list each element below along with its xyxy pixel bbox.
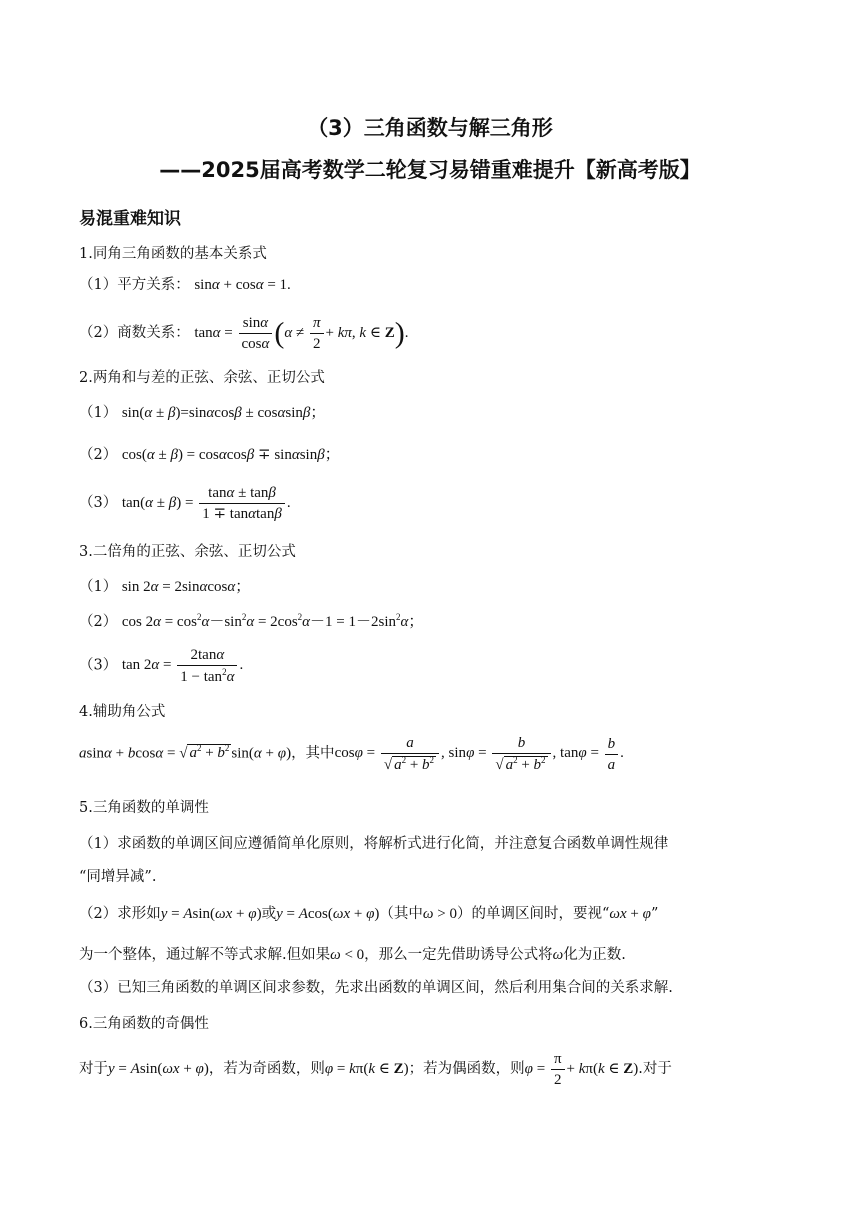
document-title: （3）三角函数与解三角形 [307, 116, 553, 140]
heading-3: 3.二倍角的正弦、余弦、正切公式 [79, 544, 296, 560]
heading-2: 2.两角和与差的正弦、余弦、正切公式 [79, 370, 325, 386]
formula-sin-double: （1） sin 2α = 2sinαcosα； [79, 579, 251, 595]
para-5-1-line2: “同增异减”. [79, 869, 157, 885]
document-subtitle: ——2025届高考数学二轮复习易错重难提升【新高考版】 [159, 158, 701, 182]
section-heading: 易混重难知识 [79, 209, 181, 229]
formula-tan-sum: （3） tan(α ± β) = $\frac{\tan\alpha \pm \tan\beta}{1 \mp \tan\alpha\tan\beta}$ . [79, 485, 291, 522]
formula-tan-double: （3） tan 2α = $\frac{2\tan\alpha}{1 - \tan^2\alpha}$ . [79, 647, 244, 685]
formula-quotient: （2）商数关系： tanα = $\frac{\sin\alpha}{\cos\alpha}$ (α ≠ $\frac{\pi}{2}$ + kπ, k ∈ Z). [79, 315, 409, 352]
para-5-2-line2: 为一个整体，通过解不等式求解.但如果ω < 0，那么一定先借助诱导公式将ω化为正数. [79, 947, 626, 963]
para-5-2-line1: （2）求形如y = Asin(ωx + φ)或y = Acos(ωx + φ)（其中ω > 0）的单调区间时，要视“ωx + φ” [79, 906, 659, 922]
heading-4: 4.辅助角公式 [79, 704, 166, 720]
formula-cos-double: （2） $\cos 2\alpha = \cos^2\alpha-\sin^2\alpha = 2\cos^2\alpha-1 = 1-2\sin^2\alpha$； [79, 612, 424, 630]
formula-sin-sum: （1） sin(α ± β)=sinαcosβ ± cosαsinβ； [79, 405, 326, 421]
para-5-3: （3）已知三角函数的单调区间求参数，先求出函数的单调区间，然后利用集合间的关系求解. [79, 980, 673, 996]
heading-1: 1.同角三角函数的基本关系式 [79, 246, 267, 262]
formula-pythagorean: （1）平方关系： sinα + cosα = 1. [79, 277, 291, 293]
formula-cos-sum: （2） cos(α ± β) = cosαcosβ ∓ sinαsinβ； [79, 447, 340, 463]
heading-5: 5.三角函数的单调性 [79, 800, 209, 816]
formula-auxiliary-angle: asinα + bcosα = √ $a^2 + b^2$ sin(α + φ)，其中cosφ = $\frac{a}{√ a^2 + b^2}$ , sinφ = $\frac{b}{√ a^2 + b^2}$ , tanφ = $\frac{b}{a}$ . [79, 735, 624, 773]
para-6: 对于y = Asin(ωx + φ)，若为奇函数，则φ = kπ(k ∈ Z)；若为偶函数，则φ = $\frac{\pi}{2}$ + kπ(k ∈ Z).对于 [79, 1051, 672, 1088]
para-5-1-line1: （1）求函数的单调区间应遵循简单化原则，将解析式进行化简，并注意复合函数单调性规律 [79, 836, 669, 852]
heading-6: 6.三角函数的奇偶性 [79, 1016, 209, 1032]
